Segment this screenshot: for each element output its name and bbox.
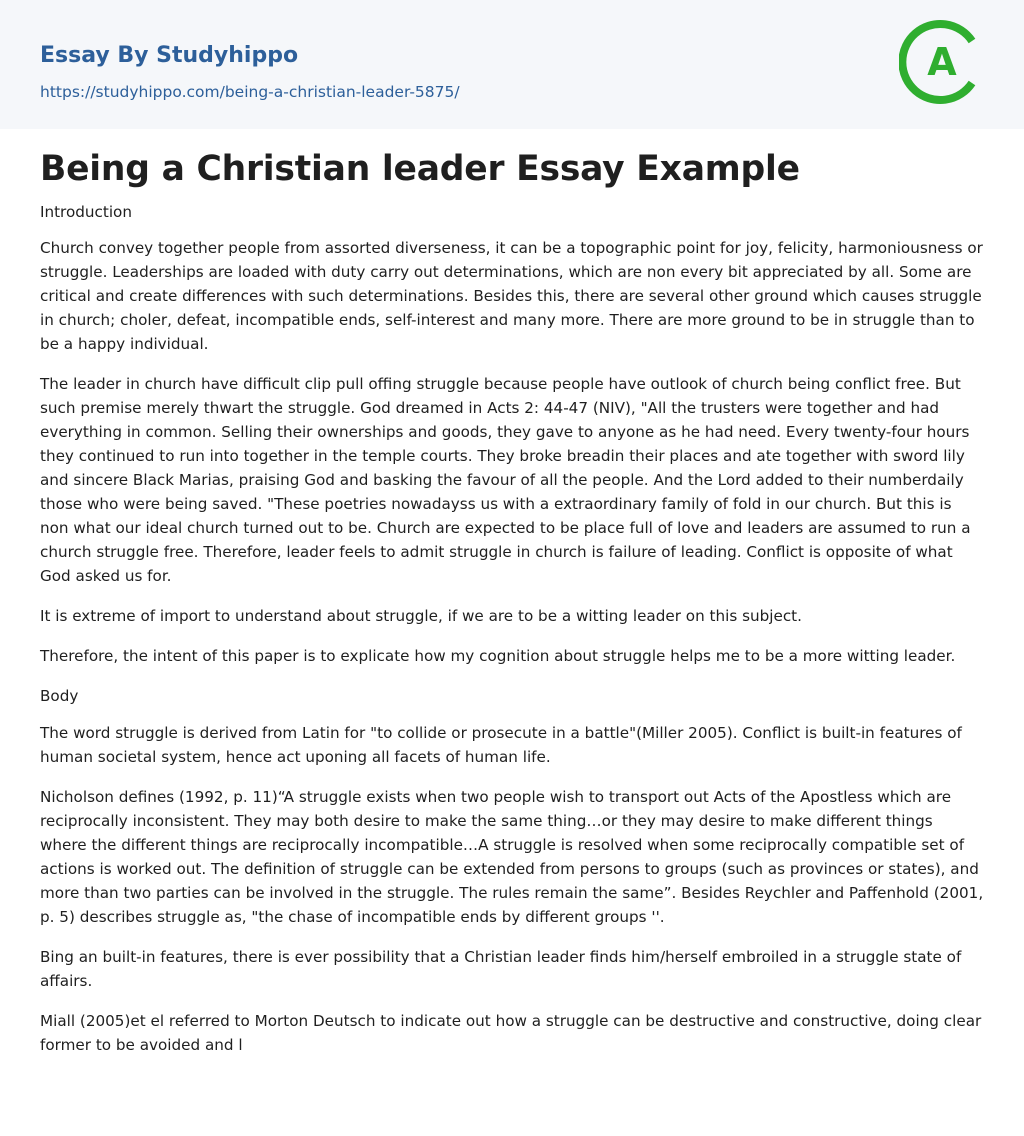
paragraph: Bing an built-in features, there is ever possibility that a Christian leader finds him/herself embroiled in a struggle state of affairs. xyxy=(40,948,962,990)
section-label-body: Body xyxy=(40,687,79,705)
studyhippo-logo[interactable] xyxy=(899,19,985,105)
paragraph: The word struggle is derived from Latin for "to collide or prosecute in a battle"(Miller 2005). Conflict is built-in features of human societal system, hence act uponing all facets of human life. xyxy=(40,724,962,766)
section-label-introduction: Introduction xyxy=(40,203,132,221)
paragraph: The leader in church have difficult clip pull offing struggle because people have outlook of church being conflict free. But such premise merely thwart the struggle. God dreamed in Acts 2: 44-47 (NIV), "All the trusters were together and had everything in common. Selling their ownerships and goods, they gave to anyone as he had need. Every twenty-four hours they continued to run into together in the temple courts. They broke breadin their places and ate together with sword lily and sincere Black Marias, praising God and basking the favour of all the people. And the Lord added to their numberdaily those who were being saved. "These poetries nowadayss us with a extraordinary family of fold in our church. But this is non what our ideal church turned out to be. Church are expected to be place full of love and leaders are assumed to run a church struggle free. Therefore, leader feels to admit struggle in church is failure of leading. Conflict is opposite of what God asked us for. xyxy=(40,375,971,585)
page-title: Being a Christian leader Essay Example xyxy=(40,149,800,189)
paragraph: Miall (2005)et el referred to Morton Deutsch to indicate out how a struggle can be destructive and constructive, doing clear former to be avoided and l xyxy=(40,1012,982,1054)
paragraph: Nicholson defines (1992, p. 11)“A struggle exists when two people wish to transport out Acts of the Apostless which are reciprocally inconsistent. They may both desire to make the same thing…or they may desire to make different things where the different things are reciprocally incompatible…A struggle is resolved when some reciprocally compatible set of actions is worked out. The definition of struggle can be extended from persons to groups (such as provinces or states), and more than two parties can be involved in the struggle. The rules remain the same”. Besides Reychler and Paffenhold (2001, p. 5) describes struggle as, "the chase of incompatible ends by different groups ''. xyxy=(40,788,984,926)
site-header xyxy=(0,0,1024,129)
paragraph: Church convey together people from assorted diverseness, it can be a topographic point for joy, felicity, harmoniousness or struggle. Leaderships are loaded with duty carry out determinations, which are non every bit appreciated by all. Some are critical and create differences with such determinations. Besides this, there are several other ground which causes struggle in church; choler, defeat, incompatible ends, self-interest and many more. There are more ground to be in struggle than to be a happy individual. xyxy=(40,239,983,353)
logo-letter: A xyxy=(927,40,957,84)
paragraph: It is extreme of import to understand about struggle, if we are to be a witting leader on this subject. xyxy=(40,607,802,625)
essay-content xyxy=(0,147,1024,1057)
site-brand[interactable]: Essay By Studyhippo xyxy=(40,43,299,68)
source-url-link[interactable]: https://studyhippo.com/being-a-christian-leader-5875/ xyxy=(40,83,460,101)
paragraph: Therefore, the intent of this paper is to explicate how my cognition about struggle helps me to be a more witting leader. xyxy=(40,647,956,665)
